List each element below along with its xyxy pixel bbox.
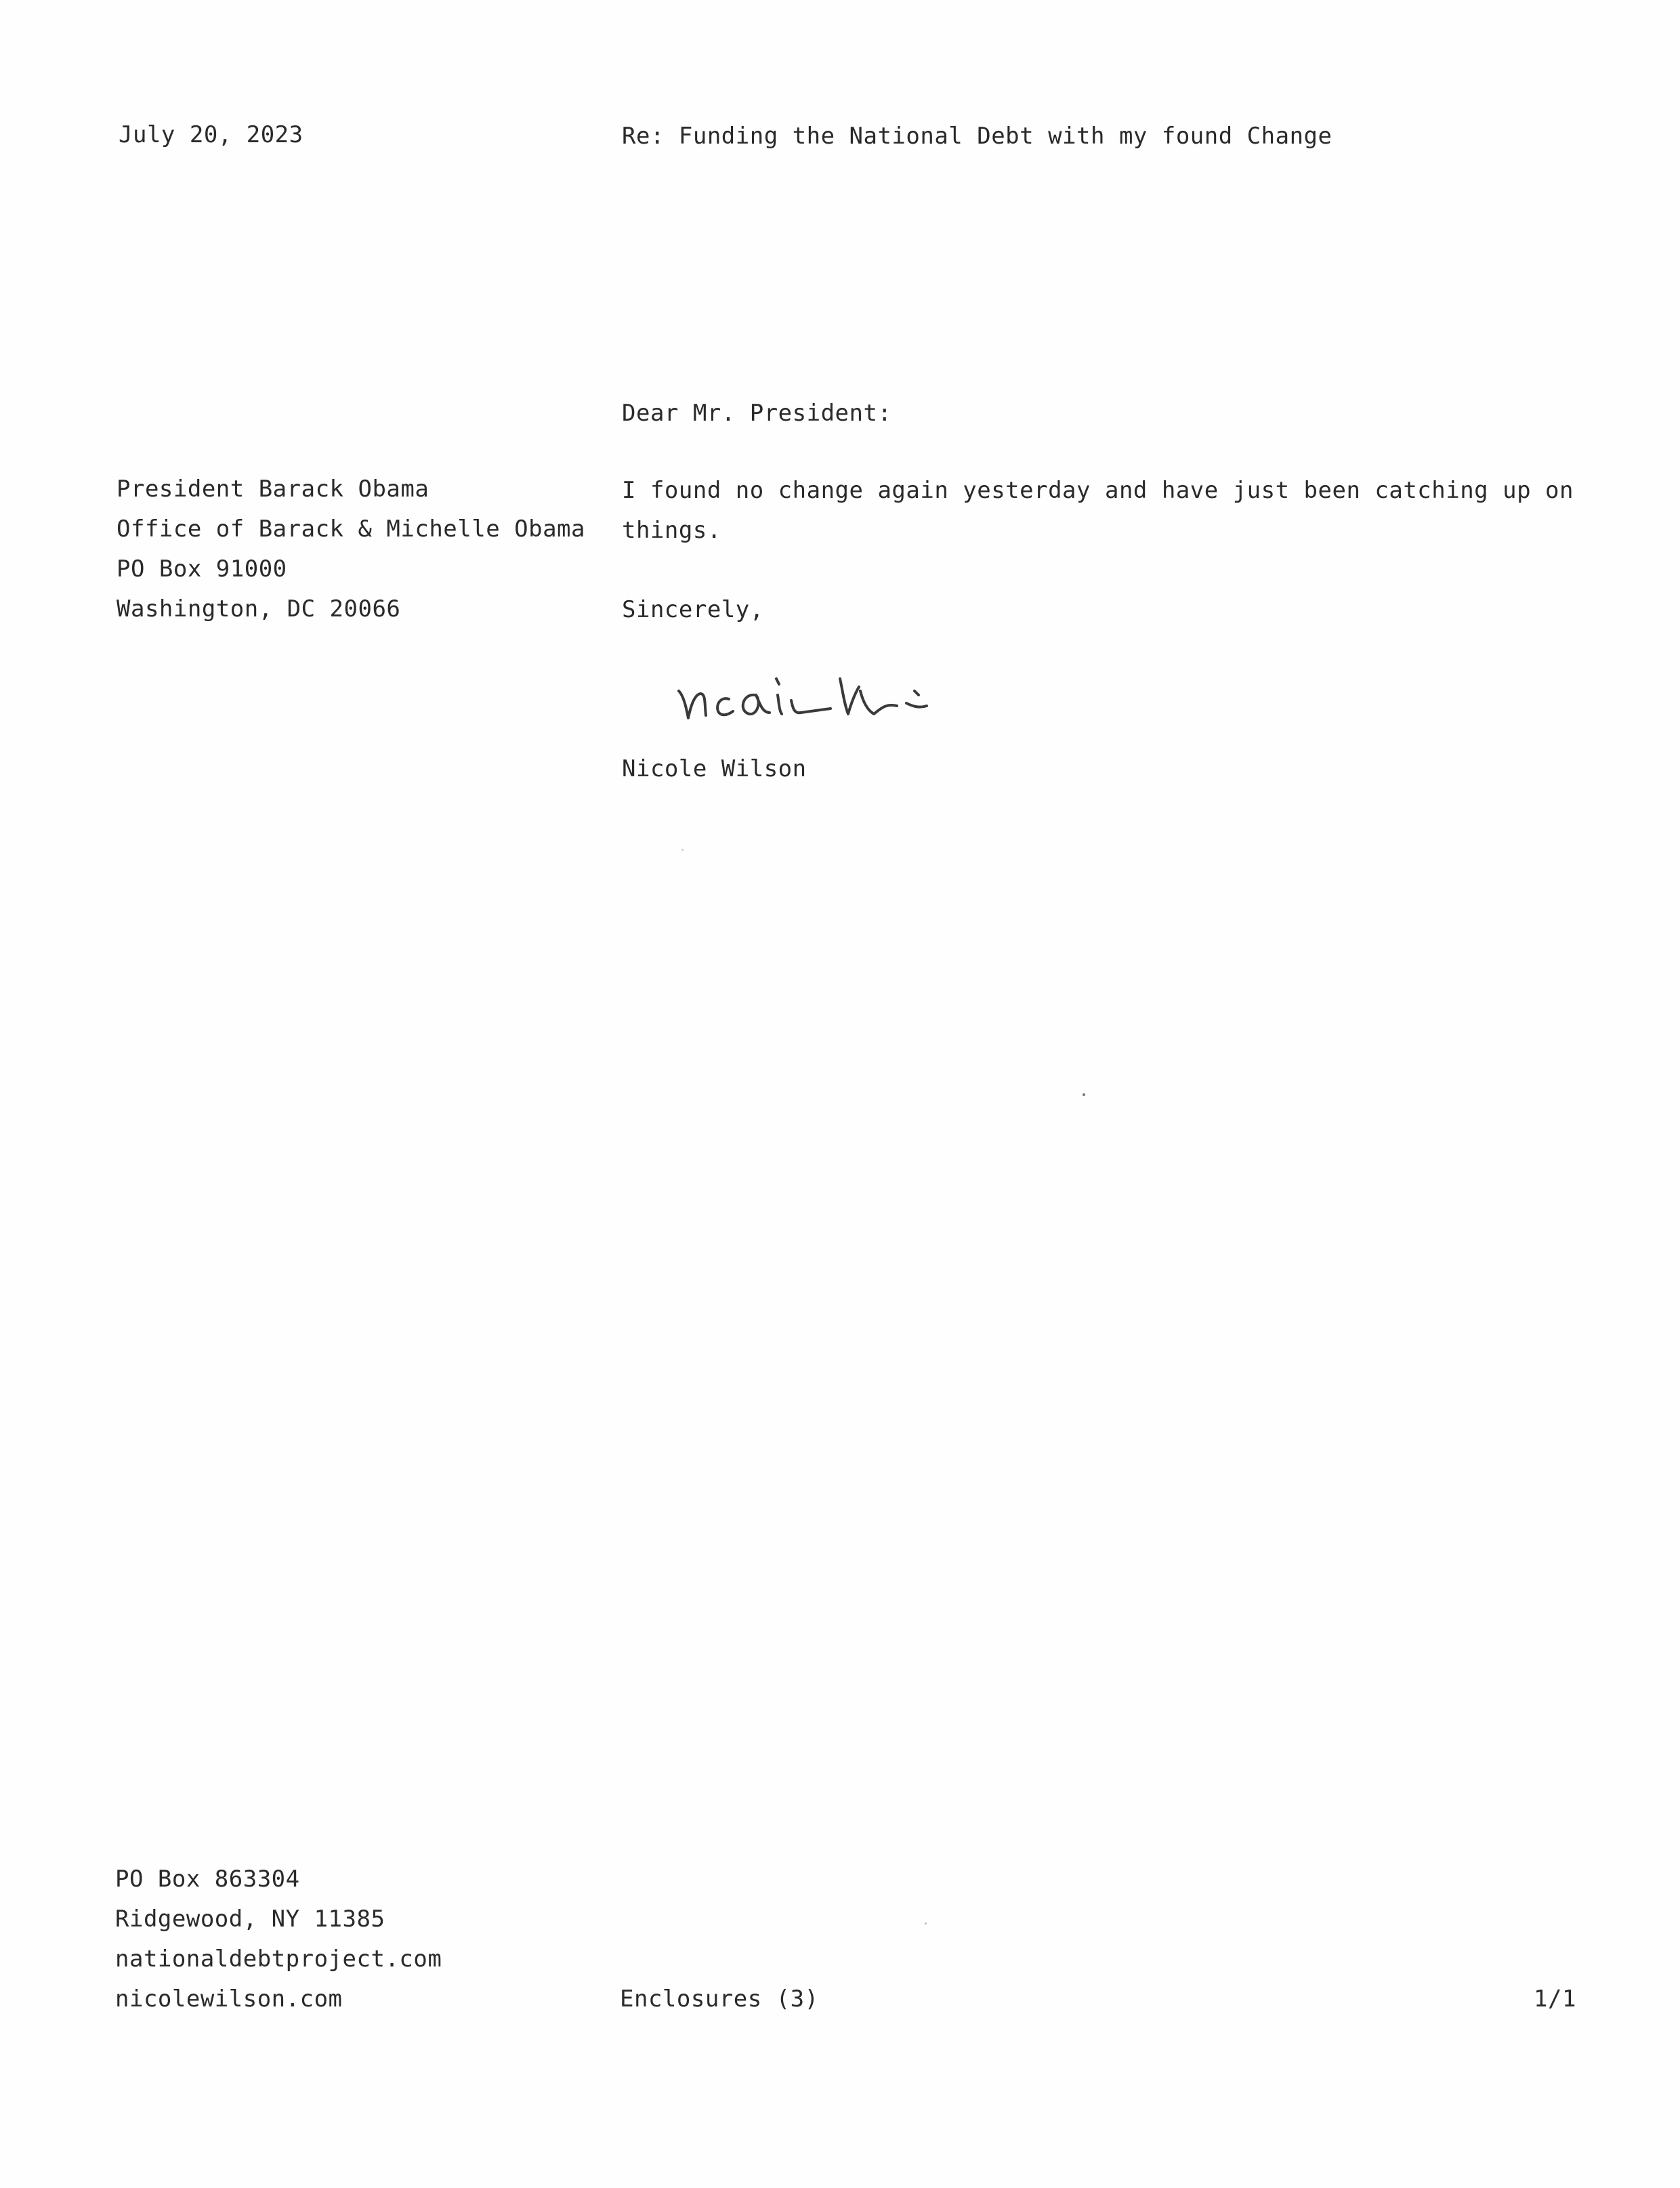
recipient-name: President Barack Obama [117,476,429,503]
closing: Sincerely, [622,596,764,623]
scan-speck [925,1922,927,1924]
signer-name: Nicole Wilson [622,755,807,782]
recipient-address [117,469,585,629]
letter-body [622,471,1574,551]
enclosures-note: Enclosures (3) [620,1985,819,2013]
sender-website-personal: nicolewilson.com [115,1985,343,2013]
letter-date: July 20, 2023 [119,121,303,148]
scan-speck [681,849,684,851]
page-number: 1/1 [1534,1985,1576,2013]
sender-city: Ridgewood, NY 11385 [115,1906,385,1933]
scan-speck [1083,1093,1085,1096]
sender-website-project: nationaldebtproject.com [115,1945,442,1973]
signature-image [671,664,1009,738]
sender-po-box: PO Box 863304 [115,1866,300,1893]
body-line: I found no change again yesterday and have just been catching up on [622,477,1574,504]
recipient-po-box: PO Box 91000 [117,555,287,583]
recipient-city: Washington, DC 20066 [117,595,401,623]
salutation: Dear Mr. President: [622,400,892,427]
sender-address [115,1859,442,2019]
recipient-office: Office of Barack & Michelle Obama [117,516,586,543]
letter-subject: Re: Funding the National Debt with my found Change [622,123,1332,150]
body-line: things. [622,517,721,544]
